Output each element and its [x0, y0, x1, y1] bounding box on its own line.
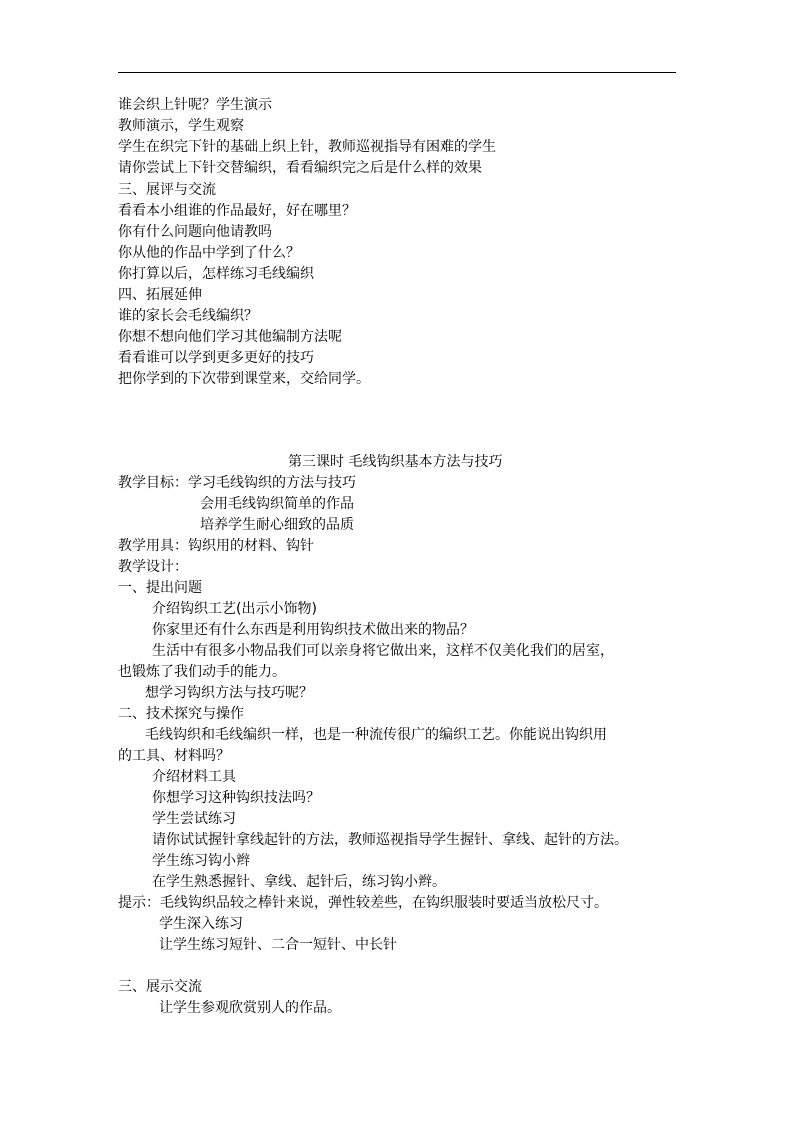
- teaching-goal: 会用毛线钩织简单的作品: [200, 496, 354, 512]
- lesson-title: 第三课时 毛线钩织基本方法与技巧: [288, 454, 503, 470]
- text-line: 学生练习钩小辫: [152, 853, 250, 869]
- text-line: 介绍钩织工艺(出示小饰物): [152, 601, 317, 617]
- section-heading: 三、展评与交流: [118, 182, 216, 198]
- text-line: 看看谁可以学到更多更好的技巧: [118, 350, 314, 366]
- text-line: 你想不想向他们学习其他编制方法呢: [118, 329, 342, 345]
- section-heading: 一、提出问题: [118, 580, 202, 596]
- text-line: 请你试试握针拿线起针的方法，教师巡视指导学生握针、拿线、起针的方法。: [152, 832, 628, 848]
- text-line: 毛线钩织和毛线编织一样，也是一种流传很广的编织工艺。你能说出钩织用: [145, 727, 607, 743]
- header-rule: [118, 72, 676, 73]
- text-line: 想学习钩织方法与技巧呢？: [145, 685, 313, 701]
- text-line: 让学生练习短针、二合一短针、中长针: [159, 937, 397, 953]
- text-line: 谁的家长会毛线编织？: [118, 308, 258, 324]
- section-heading: 二、技术探究与操作: [118, 706, 244, 722]
- teaching-design: 教学设计：: [118, 559, 188, 575]
- section-heading: 三、展示交流: [118, 979, 202, 995]
- text-line: 教师演示，学生观察: [118, 118, 244, 134]
- teaching-goal: 教学目标：学习毛线钩织的方法与技巧: [118, 475, 356, 491]
- text-line: 学生深入练习: [159, 916, 243, 932]
- text-line: 学生在织完下针的基础上织上针，教师巡视指导有困难的学生: [118, 139, 496, 155]
- text-line: 你打算以后，怎样练习毛线编织: [118, 266, 314, 282]
- text-line: 介绍材料工具: [152, 769, 236, 785]
- text-line: 看看本小组谁的作品最好，好在哪里？: [118, 203, 356, 219]
- teaching-tools: 教学用具：钩织用的材料、钩针: [118, 538, 314, 554]
- text-line: 你从他的作品中学到了什么？: [118, 245, 300, 261]
- text-line: 让学生参观欣赏别人的作品。: [159, 1000, 341, 1016]
- text-line: 请你尝试上下针交替编织，看看编织完之后是什么样的效果: [118, 160, 482, 176]
- text-line: 你想学习这种钩织技法吗？: [152, 790, 320, 806]
- section-heading: 四、拓展延伸: [118, 287, 202, 303]
- text-line: 在学生熟悉握针、拿线、起针后，练习钩小辫。: [152, 874, 446, 890]
- text-line: 的工具、材料吗？: [118, 748, 230, 764]
- tip-line: 提示：毛线钩织品较之棒针来说，弹性较差些，在钩织服装时要适当放松尺寸。: [118, 895, 608, 911]
- text-line: 你家里还有什么东西是利用钩织技术做出来的物品？: [152, 622, 474, 638]
- text-line: 也锻炼了我们动手的能力。: [118, 664, 286, 680]
- text-line: 生活中有很多小物品我们可以亲身将它做出来，这样不仅美化我们的居室，: [152, 643, 614, 659]
- text-line: 学生尝试练习: [152, 811, 236, 827]
- text-line: 你有什么问题向他请教吗: [118, 224, 272, 240]
- text-line: 谁会织上针呢？学生演示: [118, 97, 272, 113]
- text-line: 把你学到的下次带到课堂来，交给同学。: [118, 371, 370, 387]
- teaching-goal: 培养学生耐心细致的品质: [200, 517, 354, 533]
